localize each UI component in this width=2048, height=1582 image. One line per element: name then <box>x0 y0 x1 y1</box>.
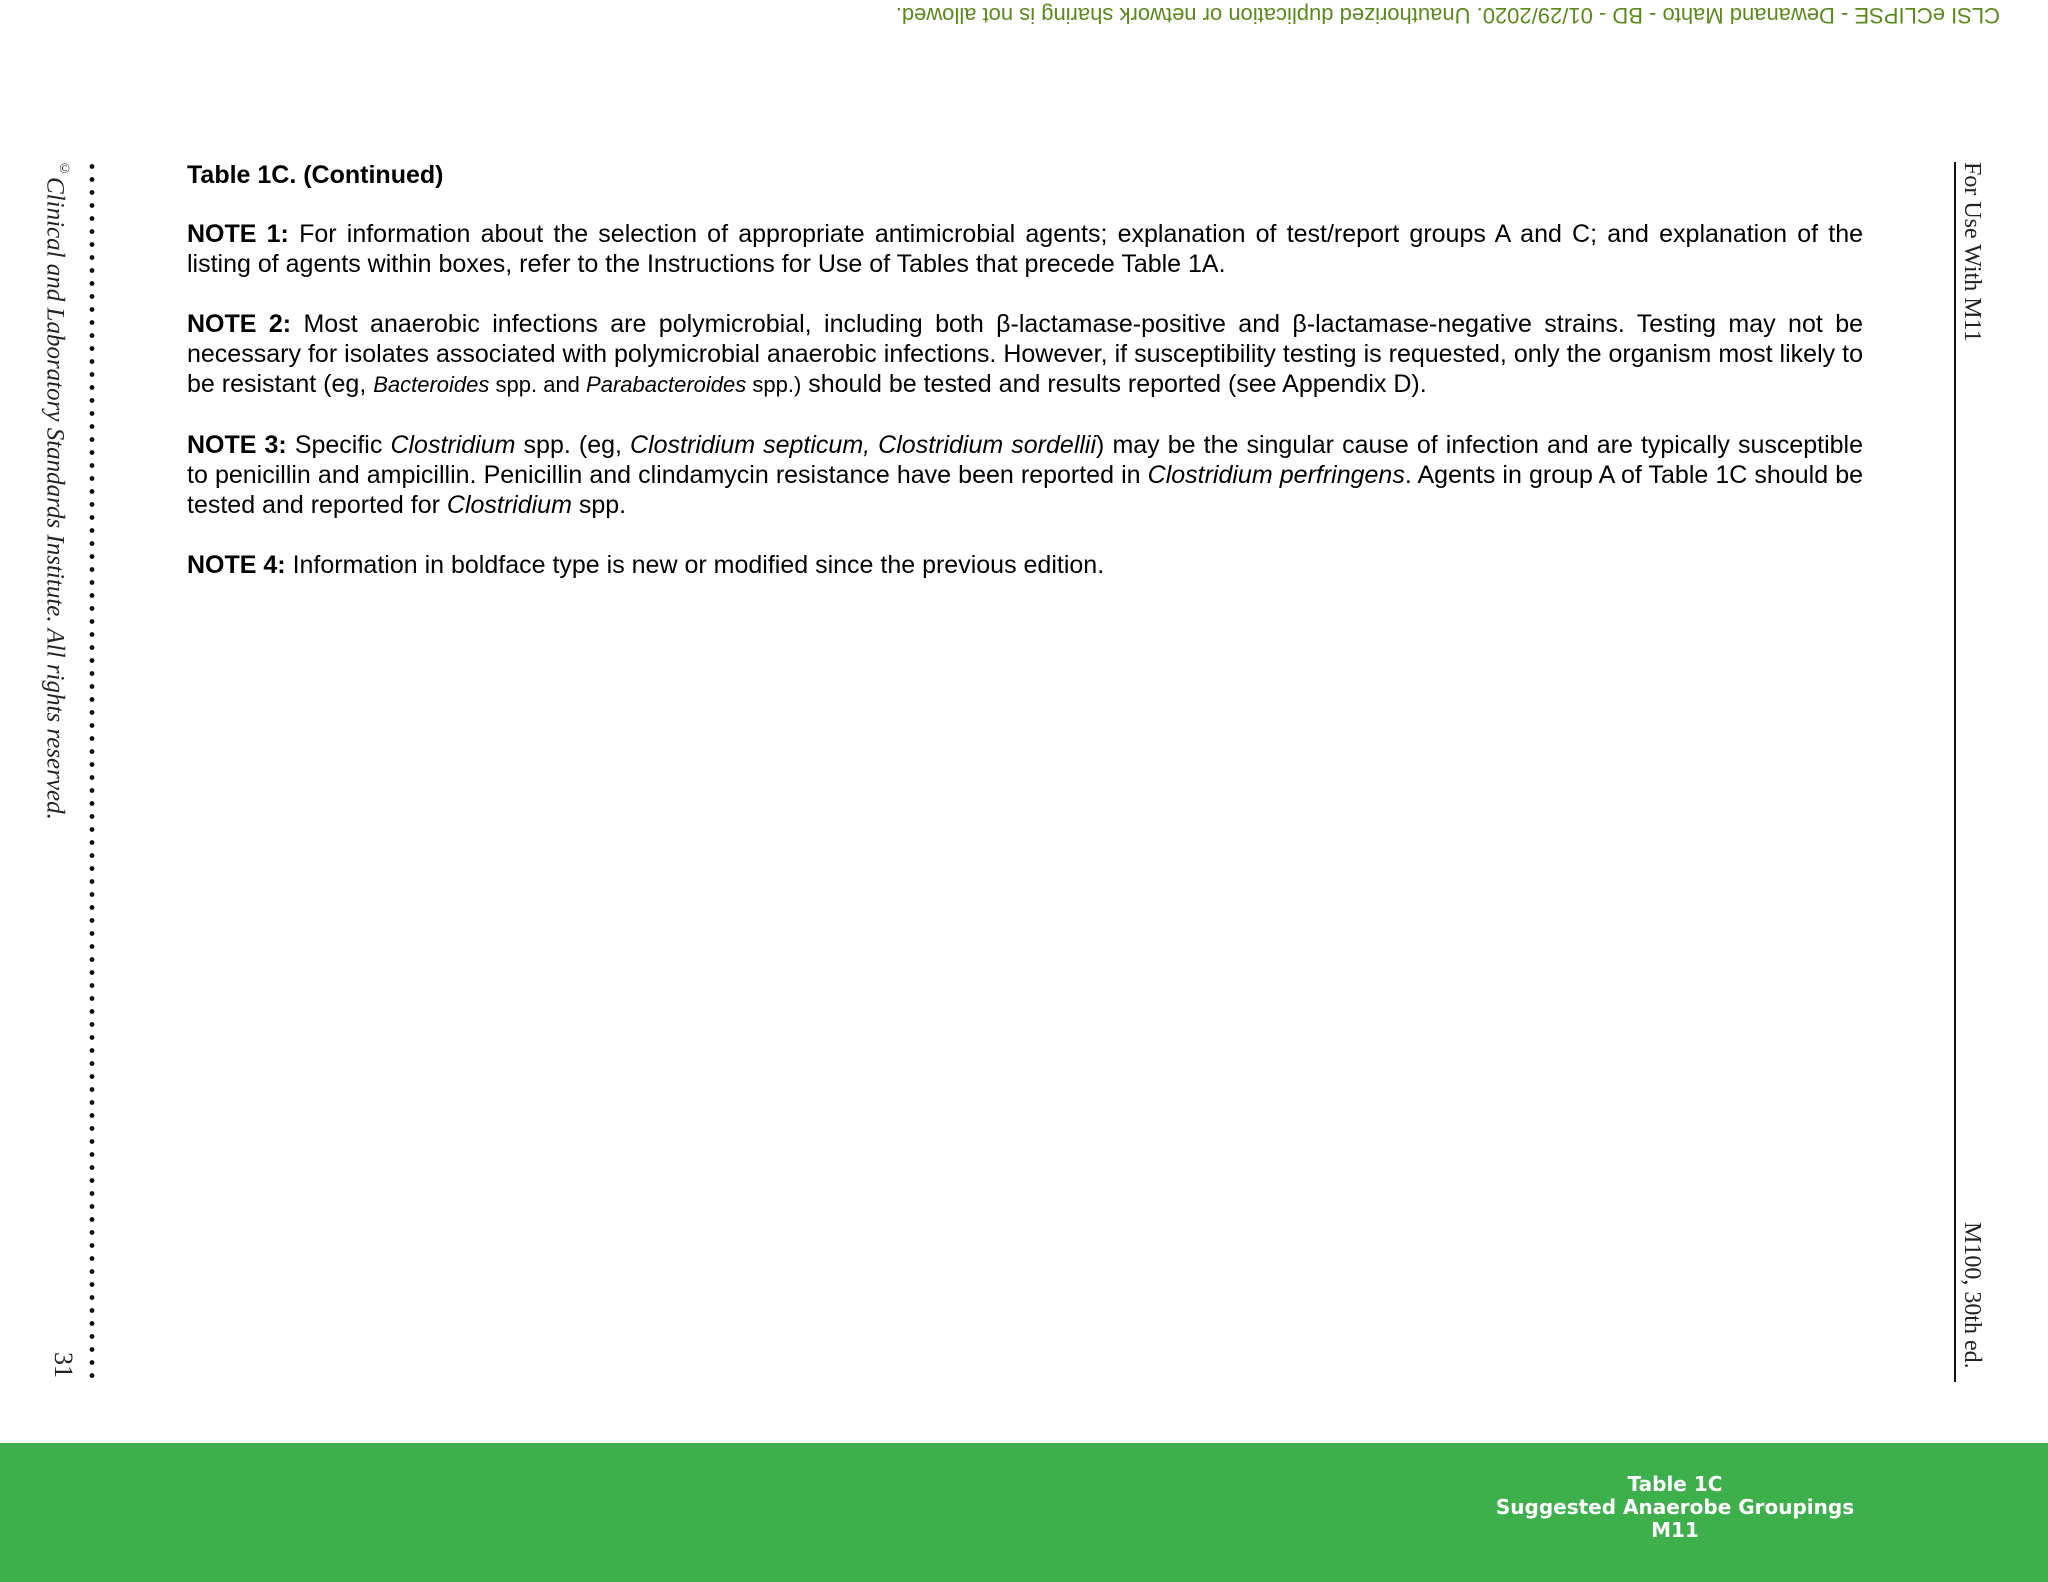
note-3-italic-2: Clostridium septicum, Clostridium sordellii <box>630 431 1097 459</box>
note-3-italic-3: Clostridium perfringens <box>1147 461 1405 489</box>
note-3-text-b: spp. (eg, <box>515 431 631 459</box>
note-2-italic-2: Parabacteroides <box>586 372 747 397</box>
dotted-divider <box>88 160 96 1382</box>
note-3-text-a: Specific <box>294 431 391 459</box>
note-3-text-e: spp. <box>571 491 627 519</box>
copyright-symbol: © <box>57 162 72 177</box>
copyright-text: Clinical and Laboratory Standards Institute. All rights reserved. <box>41 177 69 820</box>
note-3-italic-1: Clostridium <box>390 431 516 459</box>
note-2-text-d: should be tested and results reported (see Appendix D). <box>801 370 1427 398</box>
note-2 <box>187 309 1863 400</box>
note-3 <box>187 430 1863 520</box>
note-3-text-d: . Agents in group A of Table 1C should be tested and reported for <box>187 461 1863 519</box>
note-4-label: NOTE 4: <box>187 551 286 579</box>
page-content <box>187 160 1863 610</box>
note-4-text: Information in boldface type is new or modified since the previous edition. <box>292 551 1105 579</box>
page-number: 31 <box>49 1352 78 1378</box>
note-3-label: NOTE 3: <box>187 431 287 459</box>
note-2-text-b: spp. and <box>489 372 587 397</box>
note-3-text-c: ) may be the singular cause of infection and are typically susceptible to penicillin and ampicillin. Penicillin and clindamycin resistance have been reported in <box>187 431 1864 489</box>
for-use-label: For Use With M11 <box>1959 162 1985 342</box>
copyright-notice <box>42 162 72 842</box>
footer-table-id: Table 1C <box>1627 1472 1723 1496</box>
right-divider <box>1954 162 1956 1382</box>
footer-tab-label <box>1420 1473 1930 1542</box>
footer-band <box>0 1443 2048 1582</box>
table-heading: Table 1C. (Continued) <box>187 161 444 189</box>
footer-table-title: Suggested Anaerobe Groupings <box>1495 1495 1855 1519</box>
edition-label: M100, 30th ed. <box>1959 1222 1985 1369</box>
footer-standard: M11 <box>1651 1518 1699 1542</box>
note-2-organisms <box>373 372 801 397</box>
watermark-text: CLSI eCLIPSE - Dewanand Mahto - BD - 01/29/2020. Unauthorized duplication or network sharing is not allowed. <box>895 3 2000 28</box>
note-2-text-c: spp.) <box>746 372 802 397</box>
note-4 <box>187 550 1863 580</box>
note-3-italic-4: Clostridium <box>446 491 572 519</box>
note-2-text-a: Most anaerobic infections are polymicrobial, including both β-lactamase-positive and β-lactamase-negative strains. Testing may not be necessary for isolates associated with polymicrobial anaerobic infections. However, if susceptibility testing is requested, only the organism most likely to be resistant (eg, <box>187 310 1864 398</box>
note-2-italic-1: Bacteroides <box>373 372 490 397</box>
note-2-label: NOTE 2: <box>187 310 292 338</box>
note-1-label: NOTE 1: <box>187 220 289 248</box>
note-1-text: For information about the selection of appropriate antimicrobial agents; explanation of test/report groups A and C; and explanation of the listing of agents within boxes, refer to the Instructions for Use of Tables that precede Table 1A. <box>187 220 1864 278</box>
note-1 <box>187 219 1863 279</box>
